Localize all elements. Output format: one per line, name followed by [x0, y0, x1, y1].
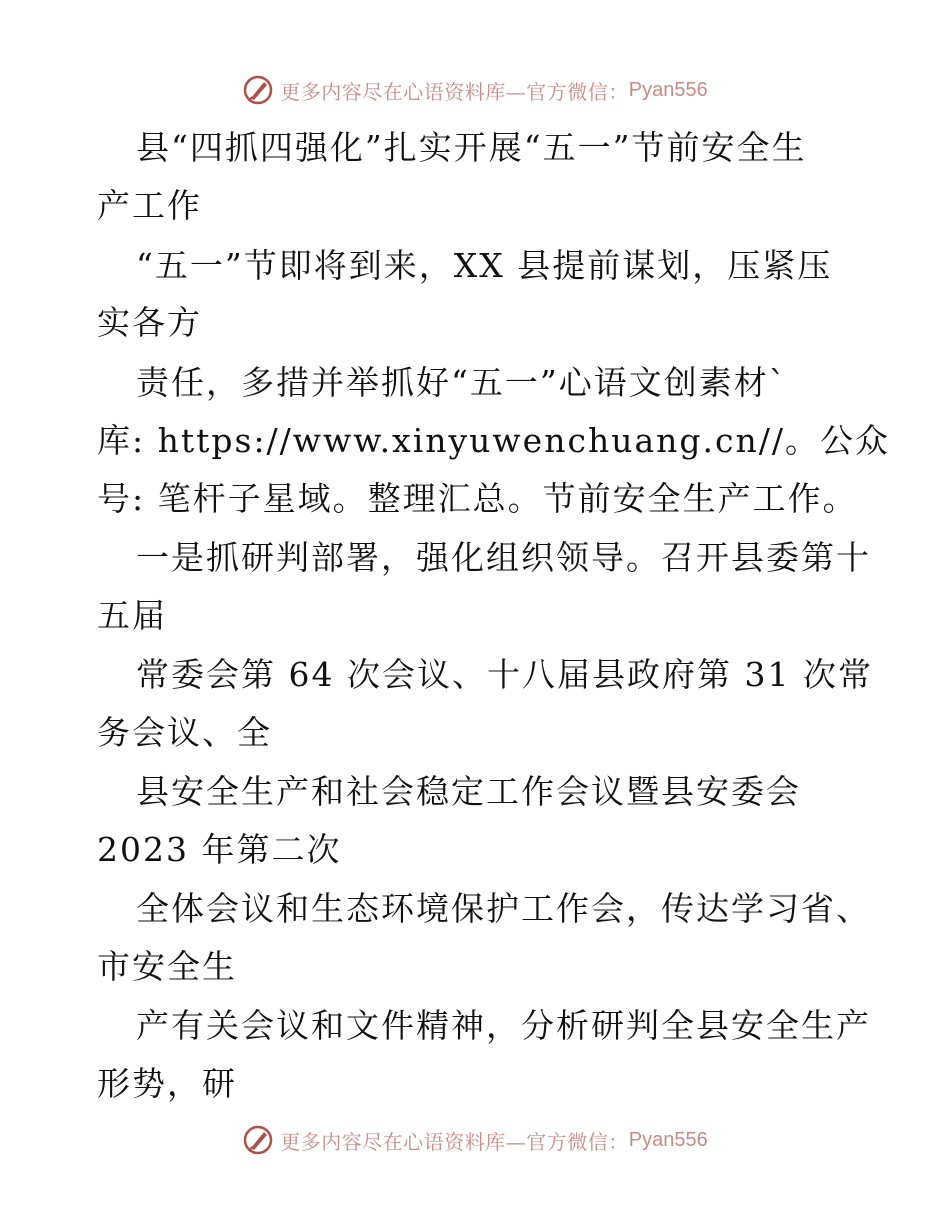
doc-line: 县安全生产和社会稳定工作会议暨县安委会 — [136, 772, 801, 811]
doc-line: 市安全生 — [97, 947, 237, 986]
banner-wechat-id: Pyan556 — [628, 78, 708, 101]
doc-line: 责任，多措并举抓好“五一”心语文创素材` — [136, 363, 788, 402]
doc-line: 产工作 — [97, 186, 202, 225]
banner-wechat-id: Pyan556 — [628, 1128, 708, 1151]
doc-line: 形势，研 — [97, 1064, 237, 1103]
doc-line: 五届 — [97, 596, 167, 635]
doc-line: 库: https://www.xinyuwenchuang.cn//。公众 — [97, 421, 890, 460]
doc-line: 号: 笔杆子星域。整理汇总。节前安全生产工作。 — [97, 479, 858, 518]
doc-line: 实各方 — [97, 303, 202, 342]
footer-banner — [0, 1118, 950, 1162]
banner-text: 更多内容尽在心语资料库—官方微信： — [280, 1129, 629, 1154]
doc-line: 2023 年第二次 — [97, 830, 342, 869]
quill-seal-icon — [242, 1124, 274, 1156]
doc-line: 常委会第 64 次会议、十八届县政府第 31 次常 — [136, 655, 873, 694]
doc-line: 一是抓研判部署，强化组织领导。召开县委第十 — [136, 538, 871, 577]
banner-text: 更多内容尽在心语资料库—官方微信： — [280, 79, 629, 104]
doc-line: 务会议、全 — [97, 713, 272, 752]
doc-line: “五一”节即将到来，XX 县提前谋划，压紧压 — [136, 246, 833, 285]
doc-line: 产有关会议和文件精神，分析研判全县安全生产 — [136, 1006, 871, 1045]
doc-line: 县“四抓四强化”扎实开展“五一”节前安全生 — [136, 128, 807, 167]
doc-line: 全体会议和生态环境保护工作会，传达学习省、 — [136, 889, 871, 928]
